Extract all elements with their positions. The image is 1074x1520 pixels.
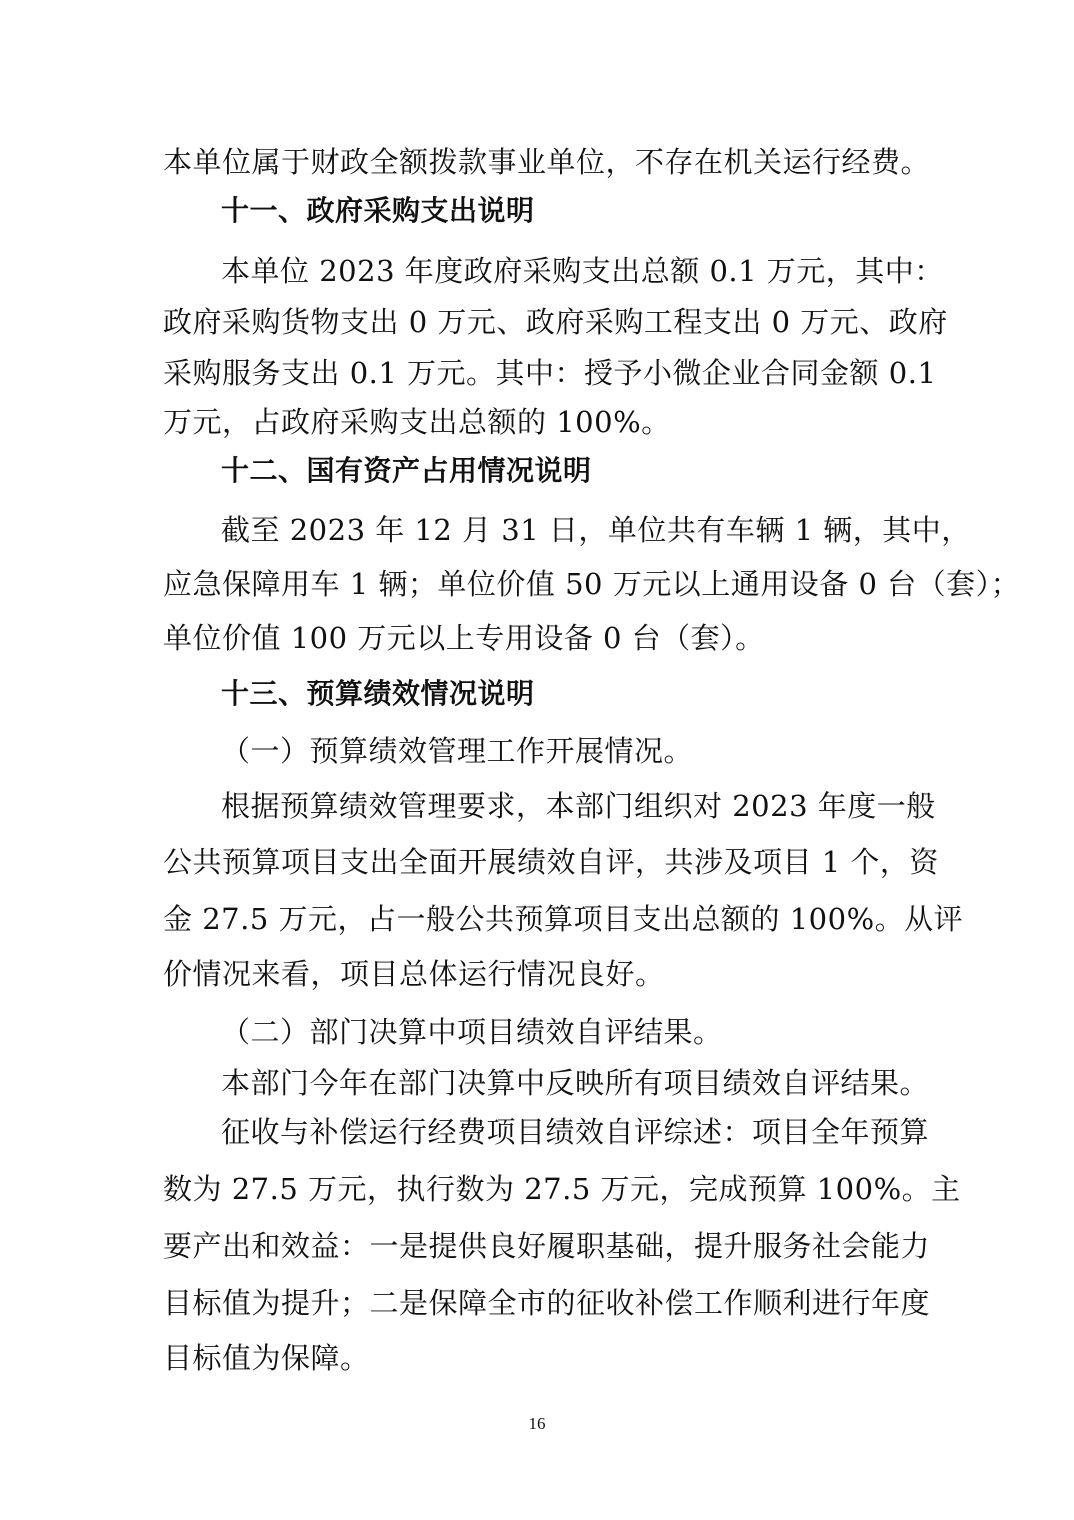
section-heading-13: 十三、预算绩效情况说明 [221, 677, 535, 710]
body-text-line: 应急保障用车 1 辆；单位价值 50 万元以上通用设备 0 台（套）； [163, 567, 1021, 601]
body-text-line: 价情况来看，项目总体运行情况良好。 [163, 957, 665, 991]
body-text-line: 目标值为保障。 [163, 1341, 370, 1375]
body-text-line: 采购服务支出 0.1 万元。其中：授予小微企业合同金额 0.1 [163, 356, 937, 390]
body-text-line: 目标值为提升；二是保障全市的征收补偿工作顺利进行年度 [163, 1286, 931, 1320]
body-text-line: 截至 2023 年 12 月 31 日，单位共有车辆 1 辆，其中， [221, 513, 971, 547]
body-text-line: 根据预算绩效管理要求，本部门组织对 2023 年度一般 [221, 789, 936, 823]
body-text-line: 本单位 2023 年度政府采购支出总额 0.1 万元，其中： [221, 254, 944, 288]
section-heading-12: 十二、国有资产占用情况说明 [221, 454, 592, 487]
body-text-line: 金 27.5 万元，占一般公共预算项目支出总额的 100%。从评 [163, 902, 964, 936]
body-text-line: 本部门今年在部门决算中反映所有项目绩效自评结果。 [221, 1066, 930, 1100]
body-text-line: 征收与补偿运行经费项目绩效自评综述：项目全年预算 [221, 1115, 930, 1149]
body-text-line: 数为 27.5 万元，执行数为 27.5 万元，完成预算 100%。主 [163, 1172, 961, 1206]
section-heading-11: 十一、政府采购支出说明 [221, 194, 535, 227]
body-text-line: 单位价值 100 万元以上专用设备 0 台（套）。 [163, 621, 765, 655]
subsection-heading-2: （二）部门决算中项目绩效自评结果。 [221, 1015, 723, 1049]
body-text-line: 万元，占政府采购支出总额的 100%。 [163, 405, 671, 439]
body-text-line: 要产出和效益：一是提供良好履职基础，提升服务社会能力 [163, 1229, 931, 1263]
body-text-line: 政府采购货物支出 0 万元、政府采购工程支出 0 万元、政府 [163, 305, 948, 339]
page-number: 16 [528, 1414, 546, 1433]
body-text-line: 本单位属于财政全额拨款事业单位，不存在机关运行经费。 [163, 145, 931, 179]
body-text-line: 公共预算项目支出全面开展绩效自评，共涉及项目 1 个，资 [163, 845, 939, 879]
subsection-heading-1: （一）预算绩效管理工作开展情况。 [221, 734, 694, 768]
